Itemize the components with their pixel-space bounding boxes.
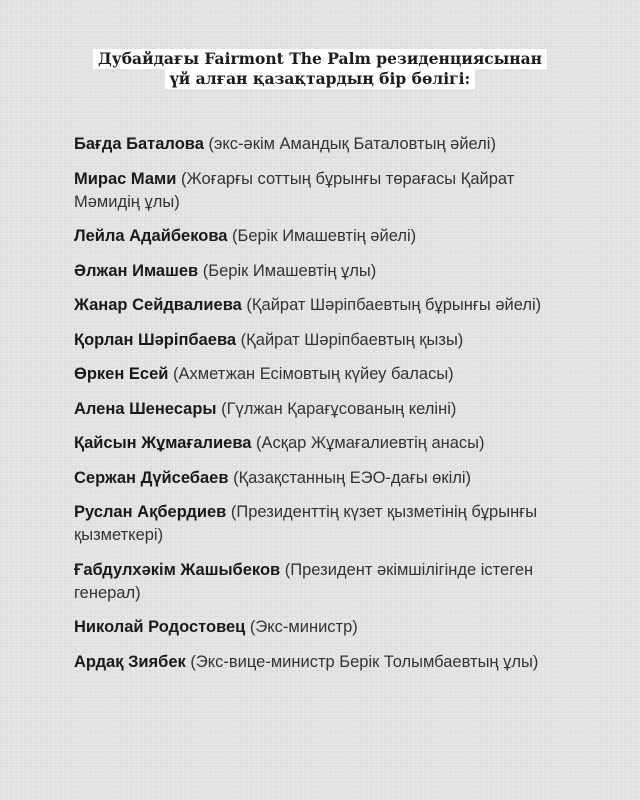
person-description: (Ахметжан Есімовтың күйеу баласы) — [173, 365, 454, 383]
title-line-2: үй алған қазақтардың бір бөлігі: — [165, 69, 475, 89]
list-item — [74, 225, 574, 248]
people-list — [74, 133, 574, 685]
person-name: Руслан Ақбердиев — [74, 503, 227, 521]
list-item — [74, 133, 574, 156]
person-name: Әлжан Имашев — [74, 261, 199, 280]
list-item — [74, 329, 574, 352]
list-item — [74, 559, 574, 605]
list-item — [74, 501, 574, 547]
person-description: (экс-әкім Амандық Баталовтың әйелі) — [208, 135, 496, 153]
list-item — [74, 616, 574, 639]
person-description: (Президенттің күзет қызметінің бұрынғы қызметкері) — [74, 503, 538, 544]
person-description: (Экс-вице-министр Берік Толымбаевтың ұлы) — [190, 652, 539, 671]
list-item — [74, 294, 574, 317]
person-name: Алена Шенесары — [74, 399, 217, 418]
person-name: Өркен Есей — [74, 365, 169, 383]
list-item — [74, 363, 574, 386]
person-name: Ардақ Зиябек — [74, 652, 186, 671]
person-name: Қорлан Шәріпбаева — [74, 330, 237, 349]
list-item — [74, 651, 574, 674]
person-name: Сержан Дүйсебаев — [74, 468, 229, 487]
person-description: (Қазақстанның ЕЭО-дағы өкілі) — [233, 468, 472, 487]
list-item — [74, 467, 574, 490]
person-description: (Жоғарғы соттың бұрынғы төрағасы Қайрат Мәмидің ұлы) — [74, 169, 515, 211]
person-description: (Берік Имашевтің ұлы) — [202, 261, 377, 280]
person-name: Жанар Сейдвалиева — [74, 296, 242, 314]
person-name: Николай Родостовец — [74, 618, 246, 636]
person-description: (Қайрат Шәріпбаевтың қызы) — [240, 330, 464, 349]
title-line-1: Дубайдағы Fairmont The Palm резиденциясынан — [93, 49, 547, 69]
person-name: Ғабдулхәкім Жашыбеков — [74, 560, 281, 579]
person-name: Мирас Мами — [74, 169, 177, 188]
list-item — [74, 398, 574, 421]
person-name: Қайсын Жұмағалиева — [74, 434, 252, 452]
page-title — [0, 49, 640, 89]
person-description: (Асқар Жұмағалиевтің анасы) — [256, 434, 485, 452]
person-name: Бағда Баталова — [74, 135, 204, 153]
person-name: Лейла Адайбекова — [74, 227, 228, 245]
person-description: (Экс-министр) — [249, 618, 358, 636]
person-description: (Берік Имашевтің әйелі) — [232, 227, 417, 245]
list-item — [74, 432, 574, 455]
person-description: (Гүлжан Қарағұсованың келіні) — [221, 399, 457, 418]
person-description: (Президент әкімшілігінде істеген генерал) — [74, 560, 534, 602]
person-description: (Қайрат Шәріпбаевтың бұрынғы әйелі) — [246, 296, 542, 314]
list-item — [74, 168, 574, 214]
list-item — [74, 260, 574, 283]
